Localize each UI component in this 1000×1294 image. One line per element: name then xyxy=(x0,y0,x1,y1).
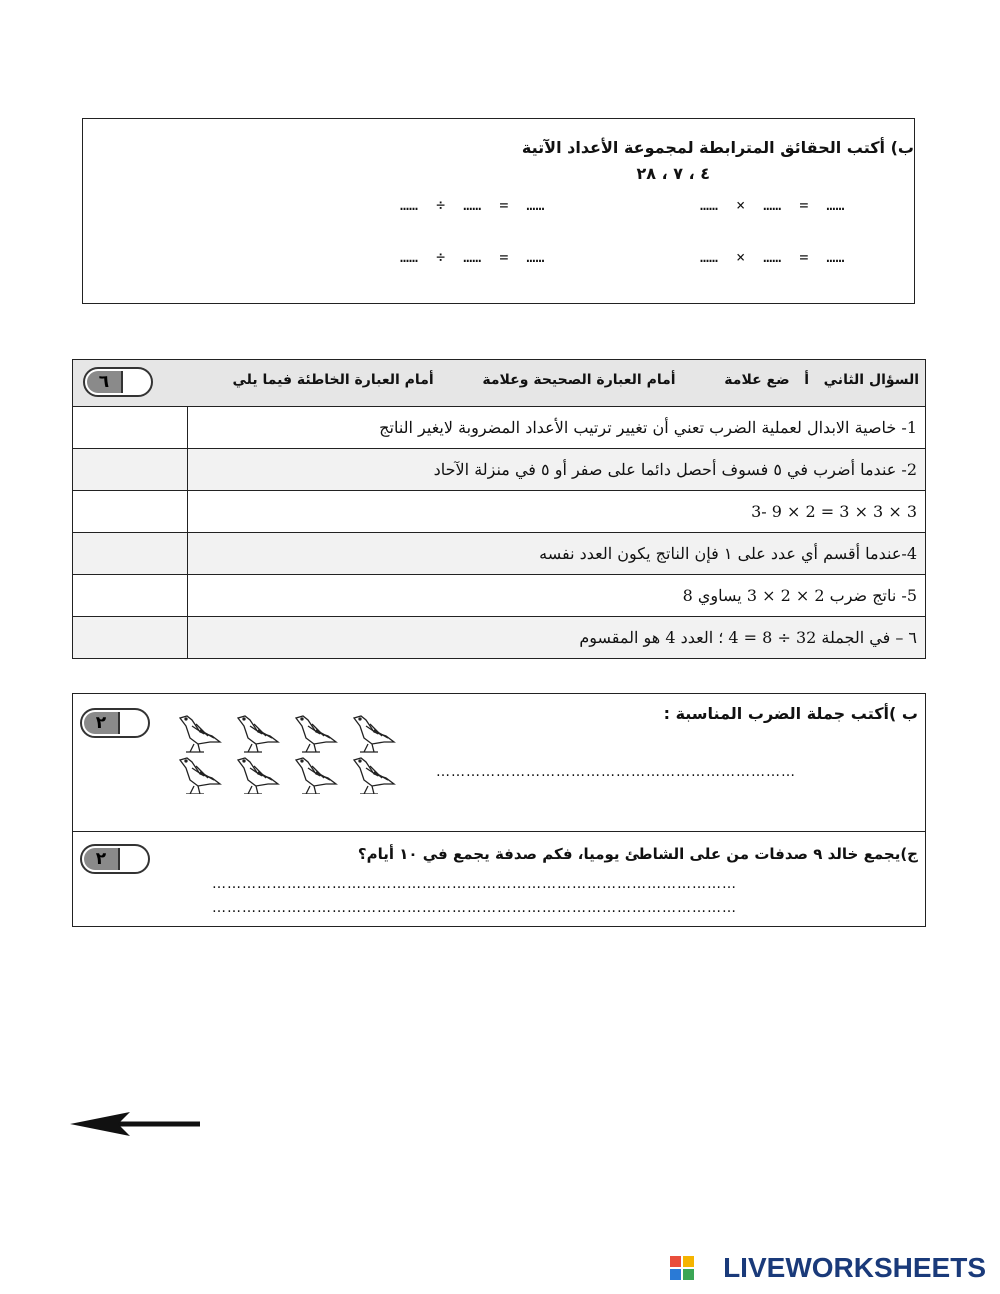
bird-icon xyxy=(238,758,278,794)
statement: 5- ناتج ضرب 2 × 2 × 3 يساوي 8 xyxy=(682,586,917,605)
statement: 4-عندما أقسم أي عدد على ١ فإن الناتج يكون العدد نفسه xyxy=(188,533,925,574)
table-row xyxy=(73,491,925,533)
answer-cell[interactable] xyxy=(73,449,188,490)
statement: 3- 9 × 2 = 3 × 3 × 3 xyxy=(751,502,917,521)
bird-icon xyxy=(180,716,220,752)
bird-icon xyxy=(296,716,336,752)
statement: ٦ – في الجملة 32 ÷ 8 = 4 ؛ العدد 4 هو المقسوم xyxy=(188,617,925,658)
mult-fact-2[interactable]: …… × …… = …… xyxy=(700,248,845,266)
bird-icon xyxy=(238,716,278,752)
section-c-question: ج)يجمع خالد ٩ صدفات من على الشاطئ يوميا، فكم صدفة يجمع في ١٠ أيام؟ xyxy=(357,845,918,863)
answer-cell[interactable] xyxy=(73,575,188,616)
bird-icon xyxy=(296,758,336,794)
liveworksheets-logo: LIVEWORKSHEETS xyxy=(723,1252,986,1283)
table-row xyxy=(73,449,925,491)
answer-line-2[interactable]: …………………………………………………………………………………………… xyxy=(212,900,737,916)
bird-group xyxy=(176,710,406,798)
score-value: ٢ xyxy=(84,712,118,734)
answer-cell[interactable] xyxy=(73,491,188,532)
score-pill xyxy=(83,367,153,397)
answer-cell[interactable] xyxy=(73,533,188,574)
answer-line-1[interactable]: …………………………………………………………………………………………… xyxy=(212,876,737,892)
div-fact-1[interactable]: …… ÷ …… = …… xyxy=(400,196,545,214)
question2-title: السؤال الثاني أ ضع علامة أمام العبارة الصحيحة وعلامة أمام العبارة الخاطئة فيما يلي xyxy=(232,372,919,388)
table-row xyxy=(73,407,925,449)
liveworksheets-logo-icon xyxy=(670,1256,694,1280)
score-pill xyxy=(80,708,150,738)
table-row xyxy=(73,575,925,617)
score-value: ٢ xyxy=(84,848,118,870)
score-value: ٦ xyxy=(87,371,121,393)
bird-icon xyxy=(354,758,394,794)
bird-icon-grid xyxy=(176,710,406,794)
true-false-table xyxy=(72,359,926,659)
bird-icon xyxy=(354,716,394,752)
statement: 1- خاصية الابدال لعملية الضرب تعني أن تغيير ترتيب الأعداد المضروبة لايغير الناتج xyxy=(379,418,917,437)
bird-icon xyxy=(180,758,220,794)
answer-cell[interactable] xyxy=(73,407,188,448)
table-row xyxy=(73,533,925,575)
fact-family-title: ب) أكتب الحقائق المترابطة لمجموعة الأعداد الآتية xyxy=(521,138,914,157)
question2-header xyxy=(73,360,925,407)
divider xyxy=(72,831,926,832)
answer-line[interactable]: ……………………………………………………………… xyxy=(436,764,796,780)
mult-fact-1[interactable]: …… × …… = …… xyxy=(700,196,845,214)
table-row xyxy=(73,617,925,658)
statement: 2- عندما أضرب في ٥ فسوف أحصل دائما على صفر أو ٥ في منزلة الآحاد xyxy=(188,449,925,490)
score-pill xyxy=(80,844,150,874)
fact-family-numbers: ٤ ، ٧ ، ٢٨ xyxy=(636,164,710,183)
answer-cell[interactable] xyxy=(73,617,188,658)
div-fact-2[interactable]: …… ÷ …… = …… xyxy=(400,248,545,266)
left-arrow-icon[interactable] xyxy=(68,1110,204,1138)
section-b2-title: ب )أكتب جملة الضرب المناسبة : xyxy=(663,704,918,723)
